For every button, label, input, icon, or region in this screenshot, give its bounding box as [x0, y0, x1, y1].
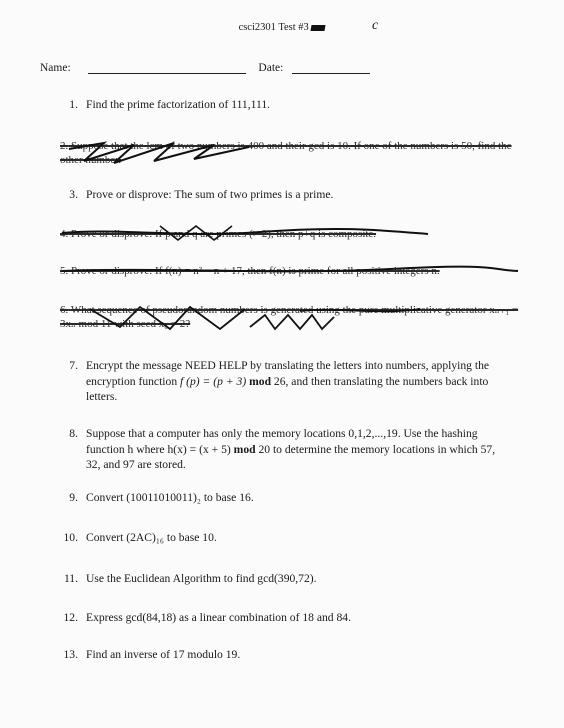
question-7: 7. Encrypt the message NEED HELP by translating the letters into numbers, applying the encryption function f (p) = (p + 3) mod 26, and then translating the numbers back into letters. — [69, 359, 490, 404]
redaction-mark — [311, 25, 326, 31]
question-2-crossed-out: 2. Suppose that the lcm of two numbers is 400 and their gcd is 10. If one of the numbers is 50, find the other number. — [60, 139, 515, 167]
question-13: 13. Find an inverse of 17 modulo 19. — [63, 648, 241, 661]
question-8: 8. Suppose that a computer has only the memory locations 0,1,2,...,19. Use the hashing function h where h(x) = (x + 5) mod 20 to determine the memory locations in which 57, 32, and 97 are stored. — [69, 427, 496, 472]
question-11: 11. Use the Euclidean Algorithm to find gcd(390,72). — [63, 572, 317, 585]
course-prefix: csci — [238, 22, 255, 33]
question-3: 3. Prove or disprove: The sum of two primes is a prime. — [69, 188, 334, 201]
handwritten-corner-mark: c — [372, 18, 379, 33]
date-line — [292, 61, 370, 74]
course-number: 2301 Test #3 — [254, 22, 309, 33]
question-6-crossed-out: 6. What sequence of pseudorandom numbers is generated using the pure multiplicative generator xₙ₊₁ = 3xₙ mod 11 with seed x₀ = 2? — [60, 303, 520, 331]
question-12: 12. Express gcd(84,18) as a linear combination of 18 and 84. — [63, 611, 351, 624]
test-header — [0, 22, 564, 33]
name-date-row — [40, 61, 520, 74]
date-label: Date: — [258, 62, 284, 74]
name-line — [88, 61, 246, 74]
question-5-crossed-out: 5. Prove or disprove: If f(n) = n² − n + 17, then f(n) is prime for all positive integers n. — [60, 264, 520, 278]
question-1: 1. Find the prime factorization of 111,111. — [69, 98, 271, 111]
name-label: Name: — [40, 62, 71, 74]
question-9: 9. Convert (10011010011)₂ to base 16. — [69, 491, 254, 504]
question-10: 10. Convert (2AC)₁₆ to base 10. — [63, 531, 217, 544]
question-4-crossed-out: 4. Prove or disprove: If p and q are primes (> 2), then p+q is composite. — [60, 227, 440, 241]
